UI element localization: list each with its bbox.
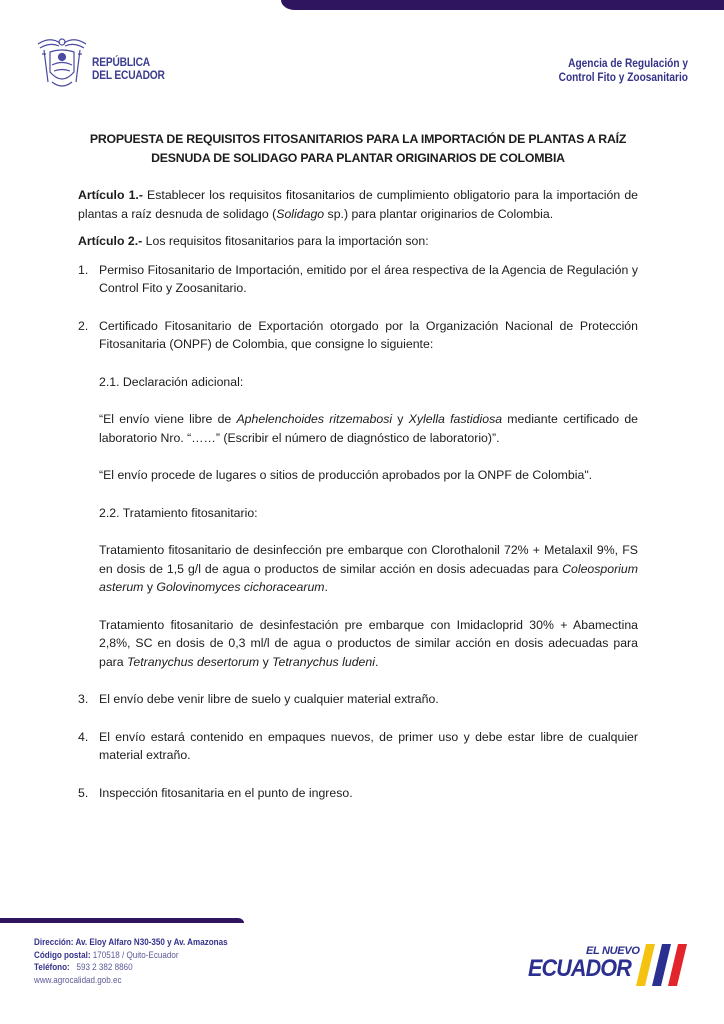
footer-address bbox=[34, 937, 228, 950]
subsection-heading: 2.1. Declaración adicional: bbox=[99, 374, 244, 389]
article-1 bbox=[78, 186, 638, 223]
species-name: Golovinomyces cichoracearum bbox=[156, 580, 325, 594]
treatment-2 bbox=[99, 616, 638, 672]
text: . bbox=[374, 654, 379, 669]
phone-value: 593 2 382 8860 bbox=[69, 962, 133, 973]
flag-stripes-icon bbox=[636, 944, 690, 986]
address-label: Dirección: bbox=[34, 937, 74, 948]
coat-of-arms-icon bbox=[34, 34, 90, 92]
list-item bbox=[78, 784, 638, 803]
species-name: Tetranychus ludeni bbox=[272, 654, 375, 669]
title-line-1: PROPUESTA DE REQUISITOS FITOSANITARIOS PARA LA IMPORTACIÓN DE PLANTAS A RAÍZ bbox=[89, 132, 627, 146]
list-text: Certificado Fitosanitario de Exportación otorgado por la Organización Nacional de Protección Fitosanitaria (ONPF) de Colombia, que consigne lo siguiente: bbox=[99, 318, 638, 351]
text: y bbox=[259, 654, 273, 669]
address-value: Av. Eloy Alfaro N30-350 y Av. Amazonas bbox=[73, 937, 228, 948]
logo-big-text: ECUADOR bbox=[528, 955, 631, 982]
article-1-text-end: sp.) para plantar originarios de Colombia. bbox=[324, 206, 554, 221]
list-item bbox=[78, 690, 638, 709]
list-item bbox=[78, 728, 638, 765]
species-name: Coleosporium asterum bbox=[99, 561, 638, 594]
additional-declaration-2: “El envío procede de lugares o sitios de producción aprobados por la ONPF de Colombia". bbox=[99, 468, 593, 482]
agency-line-1: Agencia de Regulación y bbox=[568, 58, 688, 70]
list-text: Inspección fitosanitaria en el punto de ingreso. bbox=[99, 785, 353, 800]
footer-phone bbox=[34, 962, 228, 975]
title-line-2: DESNUDA DE SOLIDAGO PARA PLANTAR ORIGINARIOS DE COLOMBIA bbox=[151, 150, 565, 165]
subsection-2-2 bbox=[99, 504, 638, 672]
footer-contact bbox=[34, 937, 228, 987]
species-name: Solidago bbox=[276, 206, 325, 221]
agency-line-2: Control Fito y Zoosanitario bbox=[558, 72, 688, 84]
article-1-text: Establecer los requisitos fitosanitarios de cumplimiento obligatorio para la importación de plantas a raíz desnuda de solidago ( bbox=[78, 188, 638, 221]
text: . bbox=[324, 580, 328, 594]
logo-line-1: REPÚBLICA bbox=[92, 55, 150, 69]
logo-line-2: DEL ECUADOR bbox=[92, 68, 165, 82]
footer-accent-bar bbox=[0, 918, 244, 923]
agency-name bbox=[559, 57, 688, 85]
document-title bbox=[68, 130, 648, 167]
article-2 bbox=[78, 232, 638, 251]
postal-value: 170518 / Quito-Ecuador bbox=[90, 949, 179, 961]
list-text: El envío debe venir libre de suelo y cualquier material extraño. bbox=[99, 692, 439, 706]
text: “El envío viene libre de bbox=[99, 412, 237, 426]
document-body bbox=[78, 130, 638, 802]
text: Tratamiento fitosanitario de desinfección pre embarque con Clorothalonil 72% + Metalaxil 9%, FS en dosis de 1,5 g/l de agua o productos de similar acción en dosis adecuadas para bbox=[99, 543, 638, 576]
list-number: 3. bbox=[78, 692, 89, 706]
list-item bbox=[78, 317, 638, 354]
species-name: Xylella fastidiosa bbox=[408, 412, 503, 426]
website-link[interactable]: www.agrocalidad.gob.ec bbox=[34, 974, 122, 986]
header-accent-bar bbox=[281, 0, 724, 10]
text: Tratamiento fitosanitario de desinfestación pre embarque con Imidacloprid 30% + Abamectina 2,8%, SC en dosis de 0,3 ml/l de agua o productos de similar acción en dosis adecuadas para para bbox=[99, 617, 638, 669]
species-name: Tetranychus desertorum bbox=[127, 654, 260, 669]
logo-small-text: EL NUEVO bbox=[586, 945, 640, 957]
article-1-label: Artículo 1.- bbox=[78, 188, 143, 202]
species-name: Aphelenchoides ritzemabosi bbox=[236, 412, 393, 426]
phone-label: Teléfono: bbox=[34, 962, 70, 973]
list-text: Permiso Fitosanitario de Importación, emitido por el área respectiva de la Agencia de Regulación y Control Fito y Zoosanitario. bbox=[99, 262, 638, 295]
treatment-1 bbox=[99, 541, 638, 597]
list-number: 1. bbox=[78, 262, 89, 277]
article-2-text: Los requisitos fitosanitarios para la importación son: bbox=[142, 234, 429, 248]
postal-label: Código postal: bbox=[34, 949, 91, 961]
subsection-heading: 2.2. Tratamiento fitosanitario: bbox=[99, 505, 258, 520]
text: mediante certificado de laboratorio Nro. “……” (Escribir el número de diagnóstico de laboratorio)”. bbox=[99, 412, 639, 445]
list-item bbox=[78, 261, 638, 298]
list-number: 5. bbox=[78, 785, 89, 800]
article-2-label: Artículo 2.- bbox=[78, 234, 143, 248]
list-number: 2. bbox=[78, 318, 89, 333]
subsection-2-1 bbox=[99, 373, 638, 485]
list-text: El envío estará contenido en empaques nuevos, de primer uso y debe estar libre de cualquier material extraño. bbox=[99, 729, 638, 762]
requirements-list bbox=[78, 261, 638, 803]
footer-postal bbox=[34, 950, 228, 963]
text: y bbox=[392, 412, 409, 426]
republica-logo bbox=[34, 34, 178, 92]
additional-declaration-1 bbox=[99, 410, 638, 447]
text: y bbox=[143, 580, 157, 594]
list-number: 4. bbox=[78, 729, 89, 744]
